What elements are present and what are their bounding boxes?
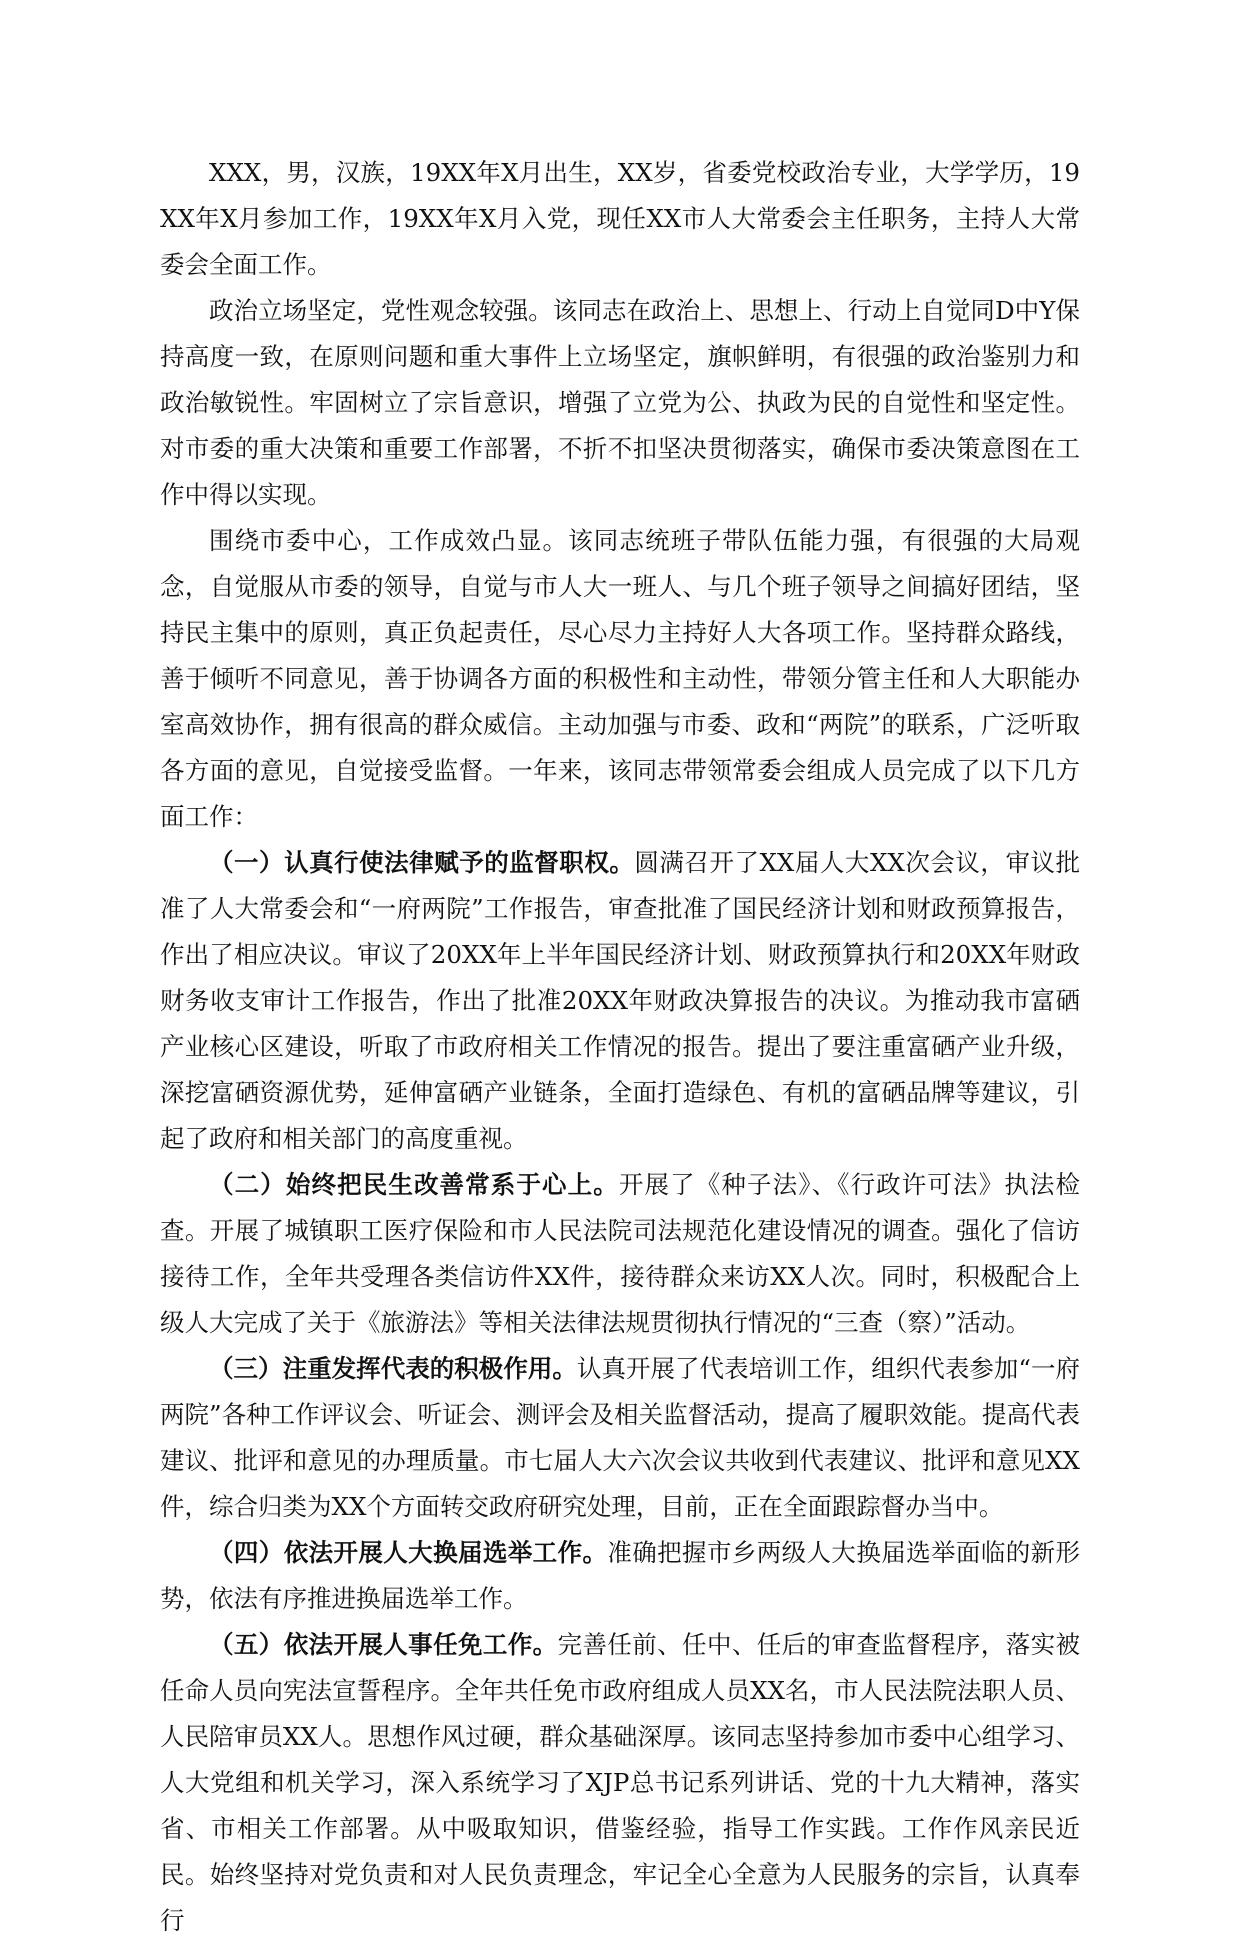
paragraph-lead: （四）依法开展人大换届选举工作。 xyxy=(209,1538,608,1567)
paragraph-text: XXX，男，汉族，19XX年X月出生，XX岁，省委党校政治专业，大学学历，19XX年X月参加工作，19XX年X月入党，现任XX市人大常委会主任职务，主持人大常委会全面工作。 xyxy=(160,158,1080,279)
paragraph-item-4-elections xyxy=(160,1530,1080,1622)
paragraph-text: 准确把握市乡两级人大换届选举面临的新形势，依法有序推进换届选举工作。 xyxy=(160,1538,1081,1613)
paragraph-item-5-appointments xyxy=(160,1622,1080,1944)
paragraph-item-3-representatives xyxy=(160,1346,1080,1530)
paragraph-text: 开展了《种子法》、《行政许可法》执法检查。开展了城镇职工医疗保险和市人民法院司法规范化建设情况的调查。强化了信访接待工作，全年共受理各类信访件XX件，接待群众来访XX人次。同时，积极配合上级人大完成了关于《旅游法》等相关法律法规贯彻执行情况的“三查（察）”活动。 xyxy=(160,1170,1081,1337)
document-body xyxy=(160,150,1080,1944)
paragraph-lead: （二）始终把民生改善常系于心上。 xyxy=(209,1170,619,1199)
paragraph-lead: （三）注重发挥代表的积极作用。 xyxy=(209,1354,577,1383)
paragraph-item-1-supervision xyxy=(160,840,1080,1162)
paragraph-text: 认真开展了代表培训工作，组织代表参加“一府两院”各种工作评议会、听证会、测评会及相关监督活动，提高了履职效能。提高代表建议、批评和意见的办理质量。市七届人大六次会议共收到代表建议、批评和意见XX件，综合归类为XX个方面转交政府研究处理，目前，正在全面跟踪督办当中。 xyxy=(160,1354,1080,1521)
paragraph-text: 围绕市委中心，工作成效凸显。该同志统班子带队伍能力强，有很强的大局观念，自觉服从市委的领导，自觉与市人大一班人、与几个班子领导之间搞好团结，坚持民主集中的原则，真正负起责任，尽心尽力主持好人大各项工作。坚持群众路线，善于倾听不同意见，善于协调各方面的积极性和主动性，带领分管主任和人大职能办室高效协作，拥有很高的群众威信。主动加强与市委、政和“两院”的联系，广泛听取各方面的意见，自觉接受监督。一年来，该同志带领常委会组成人员完成了以下几方面工作： xyxy=(160,526,1080,831)
paragraph-item-2-livelihood xyxy=(160,1162,1080,1346)
paragraph-text: 完善任前、任中、任后的审查监督程序，落实被任命人员向宪法宣誓程序。全年共任免市政府组成人员XX名，市人民法院法职人员、人民陪审员XX人。思想作风过硬，群众基础深厚。该同志坚持参加市委中心组学习、人大党组和机关学习，深入系统学习了XJP总书记系列讲话、党的十九大精神，落实省、市相关工作部署。从中吸取知识，借鉴经验，指导工作实践。工作作风亲民近民。始终坚持对党负责和对人民负责理念，牢记全心全意为人民服务的宗旨，认真奉行 xyxy=(160,1630,1081,1935)
paragraph-lead: （一）认真行使法律赋予的监督职权。 xyxy=(209,848,635,877)
paragraph-text: 圆满召开了XX届人大XX次会议，审议批准了人大常委会和“一府两院”工作报告，审查批准了国民经济计划和财政预算报告，作出了相应决议。审议了20XX年上半年国民经济计划、财政预算执行和20XX年财政财务收支审计工作报告，作出了批准20XX年财政决算报告的决议。为推动我市富硒产业核心区建设，听取了市政府相关工作情况的报告。提出了要注重富硒产业升级，深挖富硒资源优势，延伸富硒产业链条，全面打造绿色、有机的富硒品牌等建议，引起了政府和相关部门的高度重视。 xyxy=(160,848,1080,1153)
paragraph-work-results xyxy=(160,518,1080,840)
paragraph-lead: （五）依法开展人事任免工作。 xyxy=(209,1630,558,1659)
paragraph-political-stance xyxy=(160,288,1080,518)
paragraph-profile xyxy=(160,150,1080,288)
paragraph-text: 政治立场坚定，党性观念较强。该同志在政治上、思想上、行动上自觉同D中Y保持高度一致，在原则问题和重大事件上立场坚定，旗帜鲜明，有很强的政治鉴别力和政治敏锐性。牢固树立了宗旨意识，增强了立党为公、执政为民的自觉性和坚定性。对市委的重大决策和重要工作部署，不折不扣坚决贯彻落实，确保市委决策意图在工作中得以实现。 xyxy=(160,296,1080,509)
